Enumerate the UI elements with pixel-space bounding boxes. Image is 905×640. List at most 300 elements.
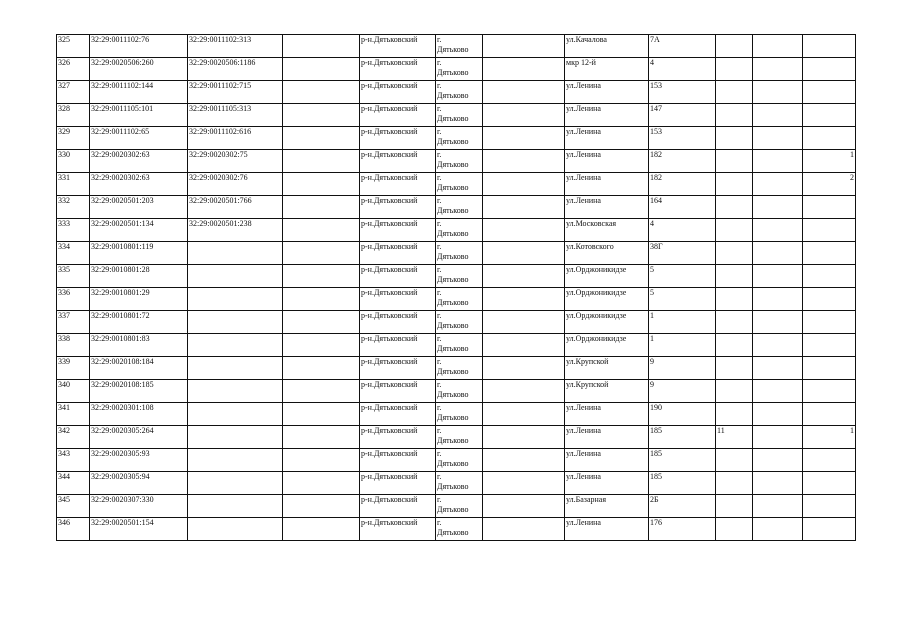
- blank-cell: [483, 196, 565, 219]
- city-prefix: г.: [437, 35, 442, 44]
- row-number-cell: 332: [57, 196, 90, 219]
- parent-cadastral-number-cell: [188, 311, 283, 334]
- blank-cell: [483, 81, 565, 104]
- cadastral-number-cell: 32:29:0020108:185: [90, 380, 188, 403]
- blank-cell: [283, 173, 360, 196]
- blank-cell: [483, 58, 565, 81]
- blank-cell: [283, 449, 360, 472]
- extra-value-cell: [803, 35, 856, 58]
- blank-cell: [483, 357, 565, 380]
- row-number-cell: 325: [57, 35, 90, 58]
- city-name: Дятьково: [437, 344, 469, 353]
- district-cell: р-н.Дятьковский: [360, 58, 436, 81]
- cadastral-number-cell: 32:29:0020301:108: [90, 403, 188, 426]
- extra-value-cell: [753, 196, 803, 219]
- extra-value-cell: 1: [803, 426, 856, 449]
- house-number-cell: 9: [649, 380, 716, 403]
- city-cell: [436, 334, 483, 357]
- row-number-cell: 335: [57, 265, 90, 288]
- extra-value-cell: [803, 104, 856, 127]
- extra-value-cell: [803, 472, 856, 495]
- extra-value-cell: [803, 58, 856, 81]
- extra-value-cell: 11: [716, 426, 753, 449]
- city-prefix: г.: [437, 265, 442, 274]
- city-prefix: г.: [437, 81, 442, 90]
- row-number-cell: 326: [57, 58, 90, 81]
- blank-cell: [483, 150, 565, 173]
- parent-cadastral-number-cell: [188, 472, 283, 495]
- row-number-cell: 343: [57, 449, 90, 472]
- blank-cell: [483, 104, 565, 127]
- city-cell: [436, 518, 483, 541]
- table-row: [57, 311, 856, 334]
- city-name: Дятьково: [437, 321, 469, 330]
- house-number-cell: 1: [649, 311, 716, 334]
- extra-value-cell: [803, 380, 856, 403]
- parent-cadastral-number-cell: [188, 380, 283, 403]
- extra-value-cell: [803, 449, 856, 472]
- table-row: [57, 265, 856, 288]
- blank-cell: [283, 334, 360, 357]
- row-number-cell: 331: [57, 173, 90, 196]
- street-cell: ул.Ленина: [565, 127, 649, 150]
- extra-value-cell: [753, 403, 803, 426]
- extra-value-cell: [753, 150, 803, 173]
- extra-value-cell: [716, 127, 753, 150]
- district-cell: р-н.Дятьковский: [360, 196, 436, 219]
- extra-value-cell: [803, 403, 856, 426]
- parent-cadastral-number-cell: 32:29:0011102:616: [188, 127, 283, 150]
- district-cell: р-н.Дятьковский: [360, 104, 436, 127]
- cadastral-number-cell: 32:29:0020305:93: [90, 449, 188, 472]
- street-cell: ул.Ленина: [565, 173, 649, 196]
- table-body: [57, 35, 856, 541]
- street-cell: ул.Ленина: [565, 81, 649, 104]
- city-cell: [436, 104, 483, 127]
- cadastral-number-cell: 32:29:0010801:83: [90, 334, 188, 357]
- blank-cell: [483, 426, 565, 449]
- extra-value-cell: [803, 311, 856, 334]
- extra-value-cell: [716, 403, 753, 426]
- table-row: [57, 173, 856, 196]
- parent-cadastral-number-cell: [188, 357, 283, 380]
- street-cell: ул.Ленина: [565, 403, 649, 426]
- street-cell: ул.Ленина: [565, 449, 649, 472]
- city-cell: [436, 357, 483, 380]
- row-number-cell: 338: [57, 334, 90, 357]
- blank-cell: [483, 449, 565, 472]
- city-cell: [436, 311, 483, 334]
- table-row: [57, 127, 856, 150]
- parent-cadastral-number-cell: 32:29:0011105:313: [188, 104, 283, 127]
- extra-value-cell: [753, 288, 803, 311]
- district-cell: р-н.Дятьковский: [360, 495, 436, 518]
- city-prefix: г.: [437, 403, 442, 412]
- city-cell: [436, 150, 483, 173]
- street-cell: ул.Качалова: [565, 35, 649, 58]
- extra-value-cell: [803, 196, 856, 219]
- extra-value-cell: [803, 242, 856, 265]
- row-number-cell: 340: [57, 380, 90, 403]
- extra-value-cell: [753, 449, 803, 472]
- city-cell: [436, 495, 483, 518]
- district-cell: р-н.Дятьковский: [360, 311, 436, 334]
- city-prefix: г.: [437, 288, 442, 297]
- blank-cell: [483, 472, 565, 495]
- extra-value-cell: [716, 380, 753, 403]
- extra-value-cell: 1: [803, 150, 856, 173]
- extra-value-cell: [803, 288, 856, 311]
- extra-value-cell: [803, 357, 856, 380]
- house-number-cell: 164: [649, 196, 716, 219]
- extra-value-cell: [716, 150, 753, 173]
- row-number-cell: 329: [57, 127, 90, 150]
- extra-value-cell: [753, 58, 803, 81]
- cadastral-number-cell: 32:29:0020307:330: [90, 495, 188, 518]
- extra-value-cell: [716, 495, 753, 518]
- blank-cell: [283, 219, 360, 242]
- district-cell: р-н.Дятьковский: [360, 81, 436, 104]
- city-cell: [436, 380, 483, 403]
- blank-cell: [283, 311, 360, 334]
- district-cell: р-н.Дятьковский: [360, 150, 436, 173]
- blank-cell: [283, 518, 360, 541]
- house-number-cell: 9: [649, 357, 716, 380]
- house-number-cell: 185: [649, 449, 716, 472]
- cadastral-number-cell: 32:29:0011102:65: [90, 127, 188, 150]
- street-cell: ул.Базарная: [565, 495, 649, 518]
- blank-cell: [283, 196, 360, 219]
- table-row: [57, 219, 856, 242]
- city-name: Дятьково: [437, 413, 469, 422]
- city-name: Дятьково: [437, 528, 469, 537]
- street-cell: ул.Орджоникидзе: [565, 334, 649, 357]
- extra-value-cell: [716, 81, 753, 104]
- table-row: [57, 334, 856, 357]
- district-cell: р-н.Дятьковский: [360, 219, 436, 242]
- blank-cell: [283, 403, 360, 426]
- house-number-cell: 2Б: [649, 495, 716, 518]
- street-cell: ул.Московская: [565, 219, 649, 242]
- extra-value-cell: [753, 380, 803, 403]
- table-row: [57, 357, 856, 380]
- city-cell: [436, 449, 483, 472]
- city-name: Дятьково: [437, 229, 469, 238]
- city-prefix: г.: [437, 518, 442, 527]
- parent-cadastral-number-cell: [188, 242, 283, 265]
- parent-cadastral-number-cell: 32:29:0020302:76: [188, 173, 283, 196]
- house-number-cell: 185: [649, 472, 716, 495]
- table-row: [57, 495, 856, 518]
- extra-value-cell: [716, 173, 753, 196]
- street-cell: ул.Крупской: [565, 357, 649, 380]
- district-cell: р-н.Дятьковский: [360, 380, 436, 403]
- row-number-cell: 328: [57, 104, 90, 127]
- cadastral-number-cell: 32:29:0020305:264: [90, 426, 188, 449]
- house-number-cell: 1: [649, 334, 716, 357]
- cadastral-number-cell: 32:29:0020506:260: [90, 58, 188, 81]
- blank-cell: [283, 288, 360, 311]
- extra-value-cell: [803, 81, 856, 104]
- extra-value-cell: [753, 265, 803, 288]
- extra-value-cell: [803, 265, 856, 288]
- house-number-cell: 190: [649, 403, 716, 426]
- extra-value-cell: [716, 311, 753, 334]
- city-name: Дятьково: [437, 390, 469, 399]
- district-cell: р-н.Дятьковский: [360, 334, 436, 357]
- blank-cell: [483, 334, 565, 357]
- blank-cell: [483, 265, 565, 288]
- row-number-cell: 339: [57, 357, 90, 380]
- blank-cell: [483, 518, 565, 541]
- house-number-cell: 182: [649, 173, 716, 196]
- city-prefix: г.: [437, 472, 442, 481]
- parent-cadastral-number-cell: [188, 288, 283, 311]
- row-number-cell: 330: [57, 150, 90, 173]
- blank-cell: [283, 357, 360, 380]
- table-row: [57, 449, 856, 472]
- house-number-cell: 38Г: [649, 242, 716, 265]
- extra-value-cell: [803, 495, 856, 518]
- city-cell: [436, 472, 483, 495]
- city-prefix: г.: [437, 357, 442, 366]
- row-number-cell: 327: [57, 81, 90, 104]
- blank-cell: [283, 495, 360, 518]
- city-prefix: г.: [437, 449, 442, 458]
- table-row: [57, 380, 856, 403]
- city-prefix: г.: [437, 127, 442, 136]
- district-cell: р-н.Дятьковский: [360, 518, 436, 541]
- street-cell: ул.Ленина: [565, 518, 649, 541]
- blank-cell: [483, 173, 565, 196]
- blank-cell: [283, 150, 360, 173]
- blank-cell: [283, 127, 360, 150]
- city-prefix: г.: [437, 58, 442, 67]
- extra-value-cell: [716, 334, 753, 357]
- parent-cadastral-number-cell: [188, 518, 283, 541]
- house-number-cell: 176: [649, 518, 716, 541]
- house-number-cell: 147: [649, 104, 716, 127]
- extra-value-cell: [803, 127, 856, 150]
- table-row: [57, 403, 856, 426]
- extra-value-cell: [753, 173, 803, 196]
- house-number-cell: 4: [649, 219, 716, 242]
- city-name: Дятьково: [437, 459, 469, 468]
- city-cell: [436, 196, 483, 219]
- city-cell: [436, 219, 483, 242]
- street-cell: мкр 12-й: [565, 58, 649, 81]
- city-cell: [436, 35, 483, 58]
- table-row: [57, 35, 856, 58]
- blank-cell: [483, 380, 565, 403]
- city-cell: [436, 81, 483, 104]
- row-number-cell: 336: [57, 288, 90, 311]
- extra-value-cell: [716, 35, 753, 58]
- extra-value-cell: [716, 265, 753, 288]
- blank-cell: [483, 35, 565, 58]
- city-prefix: г.: [437, 219, 442, 228]
- city-name: Дятьково: [437, 183, 469, 192]
- cadastral-number-cell: 32:29:0011102:76: [90, 35, 188, 58]
- city-name: Дятьково: [437, 137, 469, 146]
- city-name: Дятьково: [437, 482, 469, 491]
- city-name: Дятьково: [437, 436, 469, 445]
- district-cell: р-н.Дятьковский: [360, 403, 436, 426]
- city-cell: [436, 403, 483, 426]
- extra-value-cell: [753, 242, 803, 265]
- district-cell: р-н.Дятьковский: [360, 357, 436, 380]
- parent-cadastral-number-cell: [188, 403, 283, 426]
- city-name: Дятьково: [437, 91, 469, 100]
- city-prefix: г.: [437, 380, 442, 389]
- district-cell: р-н.Дятьковский: [360, 242, 436, 265]
- street-cell: ул.Орджоникидзе: [565, 265, 649, 288]
- city-cell: [436, 426, 483, 449]
- street-cell: ул.Орджоникидзе: [565, 288, 649, 311]
- district-cell: р-н.Дятьковский: [360, 449, 436, 472]
- row-number-cell: 333: [57, 219, 90, 242]
- cadastral-number-cell: 32:29:0011102:144: [90, 81, 188, 104]
- city-name: Дятьково: [437, 505, 469, 514]
- extra-value-cell: [716, 449, 753, 472]
- house-number-cell: 153: [649, 127, 716, 150]
- blank-cell: [283, 58, 360, 81]
- blank-cell: [483, 403, 565, 426]
- table-row: [57, 196, 856, 219]
- extra-value-cell: [803, 518, 856, 541]
- parent-cadastral-number-cell: [188, 334, 283, 357]
- row-number-cell: 342: [57, 426, 90, 449]
- parent-cadastral-number-cell: [188, 426, 283, 449]
- city-name: Дятьково: [437, 275, 469, 284]
- house-number-cell: 185: [649, 426, 716, 449]
- district-cell: р-н.Дятьковский: [360, 173, 436, 196]
- extra-value-cell: [716, 196, 753, 219]
- table-row: [57, 104, 856, 127]
- blank-cell: [283, 426, 360, 449]
- blank-cell: [283, 265, 360, 288]
- extra-value-cell: [753, 35, 803, 58]
- district-cell: р-н.Дятьковский: [360, 127, 436, 150]
- extra-value-cell: [716, 104, 753, 127]
- city-cell: [436, 173, 483, 196]
- table-row: [57, 472, 856, 495]
- parent-cadastral-number-cell: [188, 495, 283, 518]
- city-prefix: г.: [437, 311, 442, 320]
- city-name: Дятьково: [437, 252, 469, 261]
- extra-value-cell: [753, 495, 803, 518]
- city-prefix: г.: [437, 242, 442, 251]
- street-cell: ул.Ленина: [565, 472, 649, 495]
- parent-cadastral-number-cell: 32:29:0011102:313: [188, 35, 283, 58]
- blank-cell: [483, 219, 565, 242]
- row-number-cell: 341: [57, 403, 90, 426]
- city-cell: [436, 288, 483, 311]
- extra-value-cell: [753, 518, 803, 541]
- city-prefix: г.: [437, 196, 442, 205]
- extra-value-cell: 2: [803, 173, 856, 196]
- blank-cell: [483, 495, 565, 518]
- district-cell: р-н.Дятьковский: [360, 35, 436, 58]
- street-cell: ул.Орджоникидзе: [565, 311, 649, 334]
- extra-value-cell: [803, 334, 856, 357]
- row-number-cell: 334: [57, 242, 90, 265]
- city-prefix: г.: [437, 426, 442, 435]
- parent-cadastral-number-cell: [188, 265, 283, 288]
- city-name: Дятьково: [437, 68, 469, 77]
- house-number-cell: 153: [649, 81, 716, 104]
- extra-value-cell: [753, 472, 803, 495]
- blank-cell: [283, 35, 360, 58]
- parent-cadastral-number-cell: 32:29:0011102:715: [188, 81, 283, 104]
- house-number-cell: 5: [649, 265, 716, 288]
- cadastral-number-cell: 32:29:0020108:184: [90, 357, 188, 380]
- extra-value-cell: [753, 104, 803, 127]
- city-name: Дятьково: [437, 367, 469, 376]
- cadastral-number-cell: 32:29:0011105:101: [90, 104, 188, 127]
- blank-cell: [483, 242, 565, 265]
- extra-value-cell: [753, 81, 803, 104]
- row-number-cell: 346: [57, 518, 90, 541]
- extra-value-cell: [753, 219, 803, 242]
- cadastral-number-cell: 32:29:0020501:203: [90, 196, 188, 219]
- city-cell: [436, 127, 483, 150]
- city-name: Дятьково: [437, 160, 469, 169]
- city-cell: [436, 265, 483, 288]
- blank-cell: [283, 380, 360, 403]
- extra-value-cell: [753, 426, 803, 449]
- city-prefix: г.: [437, 104, 442, 113]
- table-row: [57, 426, 856, 449]
- district-cell: р-н.Дятьковский: [360, 426, 436, 449]
- city-cell: [436, 242, 483, 265]
- table-row: [57, 518, 856, 541]
- extra-value-cell: [716, 288, 753, 311]
- table-row: [57, 150, 856, 173]
- city-name: Дятьково: [437, 206, 469, 215]
- row-number-cell: 337: [57, 311, 90, 334]
- city-prefix: г.: [437, 334, 442, 343]
- street-cell: ул.Ленина: [565, 426, 649, 449]
- cadastral-number-cell: 32:29:0020305:94: [90, 472, 188, 495]
- street-cell: ул.Ленина: [565, 104, 649, 127]
- parent-cadastral-number-cell: 32:29:0020302:75: [188, 150, 283, 173]
- street-cell: ул.Ленина: [565, 150, 649, 173]
- district-cell: р-н.Дятьковский: [360, 288, 436, 311]
- house-number-cell: 7А: [649, 35, 716, 58]
- blank-cell: [283, 81, 360, 104]
- cadastral-number-cell: 32:29:0020501:154: [90, 518, 188, 541]
- extra-value-cell: [753, 311, 803, 334]
- blank-cell: [283, 472, 360, 495]
- blank-cell: [283, 242, 360, 265]
- city-prefix: г.: [437, 495, 442, 504]
- district-cell: р-н.Дятьковский: [360, 265, 436, 288]
- table-row: [57, 58, 856, 81]
- extra-value-cell: [716, 219, 753, 242]
- extra-value-cell: [716, 242, 753, 265]
- city-name: Дятьково: [437, 114, 469, 123]
- street-cell: ул.Крупской: [565, 380, 649, 403]
- parent-cadastral-number-cell: [188, 449, 283, 472]
- city-name: Дятьково: [437, 45, 469, 54]
- blank-cell: [483, 288, 565, 311]
- cadastral-number-cell: 32:29:0020302:63: [90, 150, 188, 173]
- blank-cell: [283, 104, 360, 127]
- house-number-cell: 5: [649, 288, 716, 311]
- extra-value-cell: [716, 58, 753, 81]
- row-number-cell: 345: [57, 495, 90, 518]
